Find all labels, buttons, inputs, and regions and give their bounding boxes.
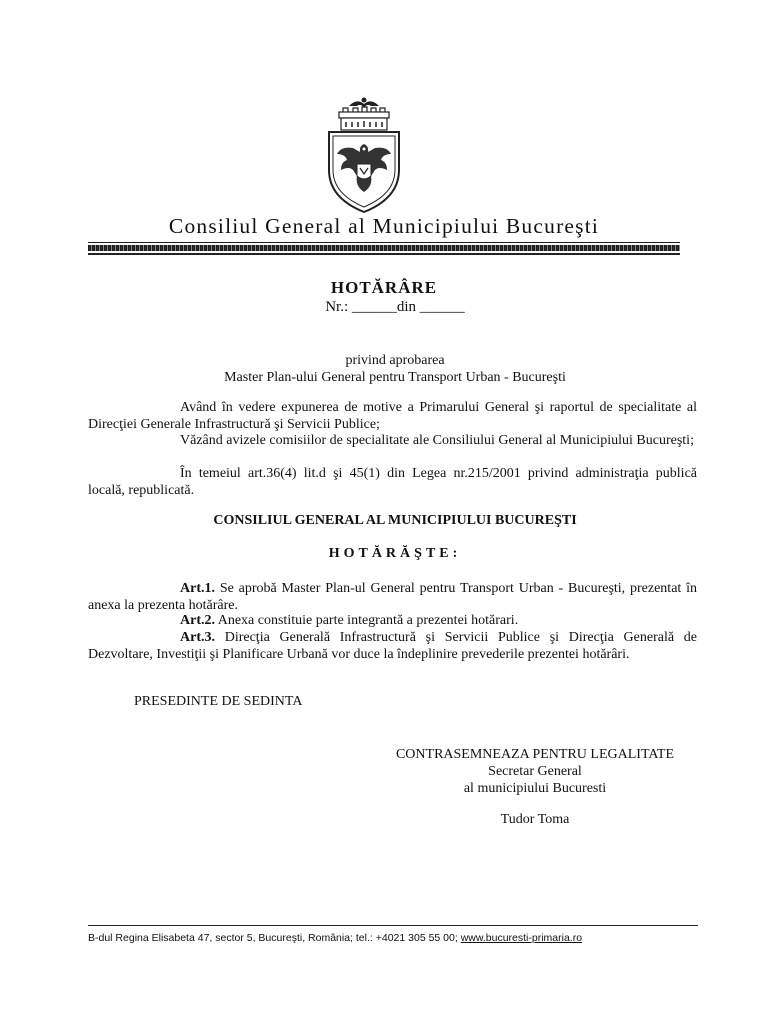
subject-line-2: Master Plan-ului General pentru Transport Urban - Bucureşti <box>224 370 566 385</box>
article-1-label: Art.1. <box>180 581 215 596</box>
president-signature-label: PRESEDINTE DE SEDINTA <box>134 694 303 709</box>
subject-line-1: privind aprobarea <box>345 353 445 368</box>
secretary-role: Secretar General <box>488 764 582 779</box>
article-1 <box>88 581 697 614</box>
preamble-paragraph-3: În temeiul art.36(4) lit.d şi 45(1) din Legea nr.215/2001 privind administraţia publică locală, republicată. <box>88 466 697 498</box>
header-divider <box>88 242 680 255</box>
footer-contact <box>88 932 582 944</box>
document-title: HOTĂRÂRE <box>330 278 438 297</box>
coat-of-arms-icon <box>319 92 409 216</box>
article-1-text: Se aprobă Master Plan-ul General pentru Transport Urban - Bucureşti, prezentat în anexa la prezenta hotărâre. <box>88 581 698 613</box>
secretary-institution: al municipiului Bucuresti <box>463 781 607 796</box>
article-3-label: Art.3. <box>180 630 215 645</box>
footer-divider <box>88 925 698 926</box>
countersign-label: CONTRASEMNEAZA PENTRU LEGALITATE <box>395 747 675 762</box>
council-name: Consiliul General al Municipiului Bucureşti <box>168 214 600 238</box>
countersign-block <box>340 746 730 797</box>
decides-heading: HOTĂRĂŞTE: <box>328 546 462 561</box>
document-number: Nr.: ______din ______ <box>325 299 465 315</box>
secretary-name: Tudor Toma <box>500 812 570 827</box>
subject-block <box>0 352 768 386</box>
issuer-heading: CONSILIUL GENERAL AL MUNICIPIULUI BUCUREŞTI <box>213 513 577 528</box>
footer-website-link[interactable]: www.bucuresti-primaria.ro <box>460 932 583 944</box>
article-2-text: Anexa constituie parte integrantă a prezentei hotărari. <box>217 613 519 628</box>
article-2-label: Art.2. <box>180 613 215 628</box>
article-3 <box>88 630 697 663</box>
article-2 <box>88 613 697 630</box>
preamble-paragraph-1: Având în vedere expunerea de motive a Primarului General şi raportul de specialitate al Direcţiei Generale Infrastructură şi Servicii Publice; <box>88 400 697 432</box>
preamble-paragraph-2: Văzând avizele comisiilor de specialitate ale Consiliului General al Municipiului Bucureşti; <box>180 433 694 448</box>
footer-address: B-dul Regina Elisabeta 47, sector 5, Bucureşti, România; tel.: +4021 305 55 00; <box>88 932 461 944</box>
article-3-text: Direcţia Generală Infrastructură şi Servicii Publice şi Direcţia Generală de Dezvoltare, Investiţii şi Planificare Urbană vor duce la îndeplinire prevederile prezentei hotărâri. <box>88 630 697 662</box>
